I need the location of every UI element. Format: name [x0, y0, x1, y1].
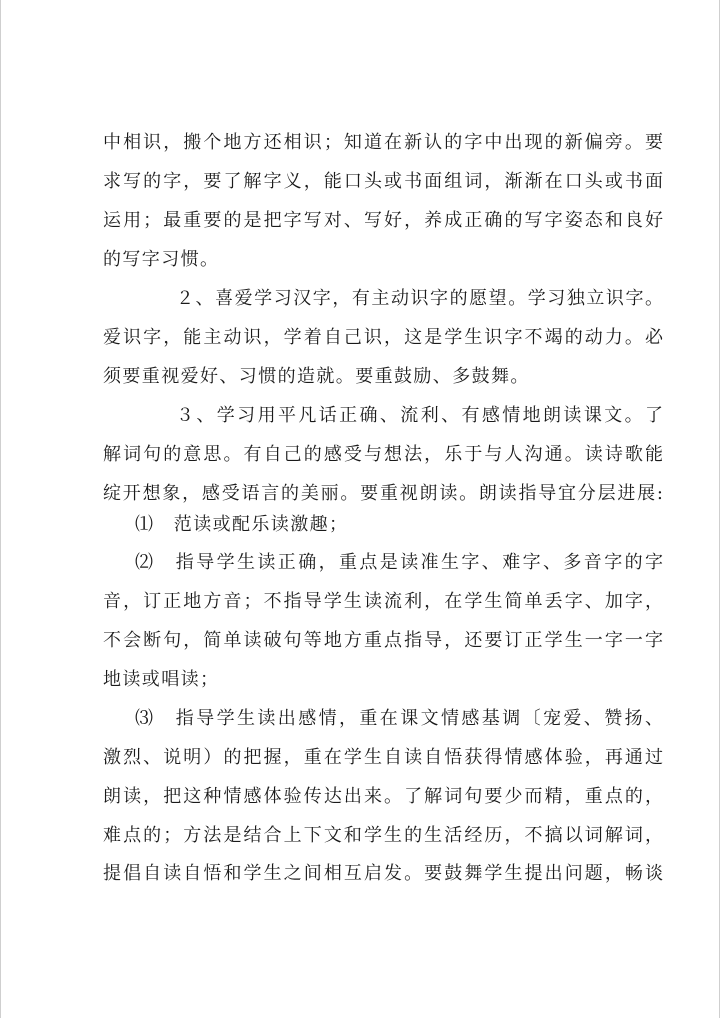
- text-line: 音，订正地方音；不指导学生读流利，在学生简单丢字、加字，: [103, 591, 663, 612]
- list-item: ⑵ 指导学生读正确，重点是读准生字、难字、多音字的字: [135, 552, 663, 573]
- text-line: ２、喜爱学习汉字，有主动识字的愿望。学习独立识字。: [176, 288, 663, 309]
- list-item: ⑶ 指导学生读出感情，重在课文情感基调〔宠爱、赞扬、: [135, 708, 663, 729]
- text-line: 中相识，搬个地方还相识；知道在新认的字中出现的新偏旁。要: [103, 132, 663, 153]
- text-line: 地读或唱读；: [103, 669, 220, 690]
- text-line: 的写字习惯。: [103, 249, 220, 270]
- list-item: ⑴ 范读或配乐读激趣；: [135, 514, 349, 535]
- text-line: 须要重视爱好、习惯的造就。要重鼓励、多鼓舞。: [103, 366, 530, 387]
- text-line: 运用；最重要的是把字写对、写好，养成正确的写字姿态和良好: [103, 210, 663, 231]
- text-line: 求写的字，要了解字义，能口头或书面组词，渐渐在口头或书面: [103, 171, 663, 192]
- text-line: 难点的；方法是结合上下文和学生的生活经历，不搞以词解词，: [103, 825, 663, 846]
- text-line: 绽开想象，感受语言的美丽。要重视朗读。朗读指导宜分层进展:: [103, 483, 663, 504]
- text-line: ３、学习用平凡话正确、流利、有感情地朗读课文。了: [176, 405, 663, 426]
- text-line: 激烈、说明）的把握，重在学生自读自悟获得情感体验，再通过: [103, 747, 663, 768]
- text-line: 提倡自读自悟和学生之间相互启发。要鼓舞学生提出问题，畅谈: [103, 863, 663, 884]
- text-line: 不会断句，简单读破句等地方重点指导，还要订正学生一字一字: [103, 630, 663, 651]
- text-line: 爱识字，能主动识，学着自己识，这是学生识字不竭的动力。必: [103, 327, 663, 348]
- text-line: 解词句的意思。有自己的感受与想法，乐于与人沟通。读诗歌能: [103, 444, 663, 465]
- text-line: 朗读，把这种情感体验传达出来。了解词句要少而精，重点的，: [103, 786, 663, 807]
